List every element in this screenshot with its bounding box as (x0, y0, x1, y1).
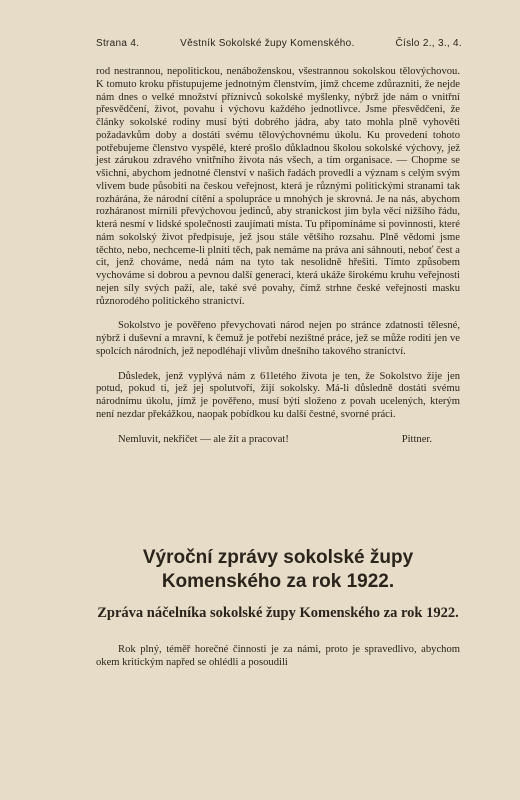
issue-number: Číslo 2., 3., 4. (395, 38, 462, 49)
closing-line (96, 434, 460, 447)
running-header (96, 38, 462, 49)
section-subtitle: Zpráva náčelníka sokolské župy Komenského za rok 1922. (97, 605, 459, 621)
paragraph-3: Důsledek, jenž vyplývá nám z 61letého života je ten, že Sokolstvo žije jen potud, pokud ti, jež jej spolutvoří, žijí sokolsky. Má-li důsledně dostáti svému národnímu úkolu, jímž je pověřeno, musí býti složeno z povah ucelených, kterým není nezdar překážkou, naopak pobídkou ku další čestné, svorné práci. (96, 370, 460, 420)
motto: Nemluvit, nekřičet — ale žít a pracovat! (118, 433, 289, 445)
paragraph-2: Sokolstvo je pověřeno převychovati národ nejen po stránce zdatnosti tělesné, nýbrž i duševní a mravní, k čemuž je potřebí nezištné práce, jež se může roditi jen ve spolcích národních, jež nepodléhají vlivům dnešního takového stranictví. (96, 320, 460, 357)
paragraph-1: rod nestrannou, nepolitickou, nenáboženskou, všestrannou sokolskou tělovýchovou. K tomuto kroku přistupujeme jednotným členstvím, jímž chceme zdůrazniti, že nejde nám dnes o velké množství příznivců sokolské myšlenky, nýbrž jde nám o vnitřní přesvědčení, život, povahu i výchovu každého jednotlivce. Jsme přesvědčeni, že články sokolské rodiny musí býti dobrého jádra, aby tato mohla plně vyhověti požadavkům doby a dostáti svému tělovýchovnému úkolu. Ku provedení tohoto potřebujeme členstvo vyspělé, které prošlo důkladnou školou sokolské výchovy, jež jest zárukou zdravého vnitřního života nás všech, a tím organisace. — Chopme se všichni, abychom jednotné členství v našich řadách provedli a význam s celým svým vlivem bude působiti na českou veřejnost, která je různými politickými stranami tak rozhárána, že národní cítění a spolupráce u mnohých je skrovná. Je na nás, abychom rozháranost mírnili převýchovou jedinců, aby stranickost jim byla věcí nižšího řádu, která nesmí v lidské společnosti zaujímati místa. Tu připomínáme si povinnosti, které nám sokolský život předpisuje, jež jsou stále většího rozsahu. Plně vědomi jsme těchto, nebo, nechceme-li plniti těch, pak nemáme na práva ani sáhnouti, neboť čest a cit, jenž chováme, nedá nám na tyto tak nesolidně hřešiti. Tímto způsobem vychováme si dobrou a pevnou další generaci, která ukáže širokému kruhu veřejnosti nejen síly svých paží, ale, také své povahy, čímž strhne české veřejnosti masku různorodého politického stranictví. (96, 66, 460, 307)
section-title: Výroční zprávy sokolské župy Komenského za rok 1922. (142, 547, 414, 592)
page-number: Strana 4. (96, 38, 140, 49)
author-signature: Pittner. (401, 433, 432, 445)
publication-title: Věstník Sokolské župy Komenského. (180, 38, 355, 49)
report-intro: Rok plný, téměř horečné činnosti je za námi, proto je spravedlivo, abychom okem kritickým napřed se ohlédli a posoudili (96, 644, 460, 668)
article-body (96, 66, 460, 446)
